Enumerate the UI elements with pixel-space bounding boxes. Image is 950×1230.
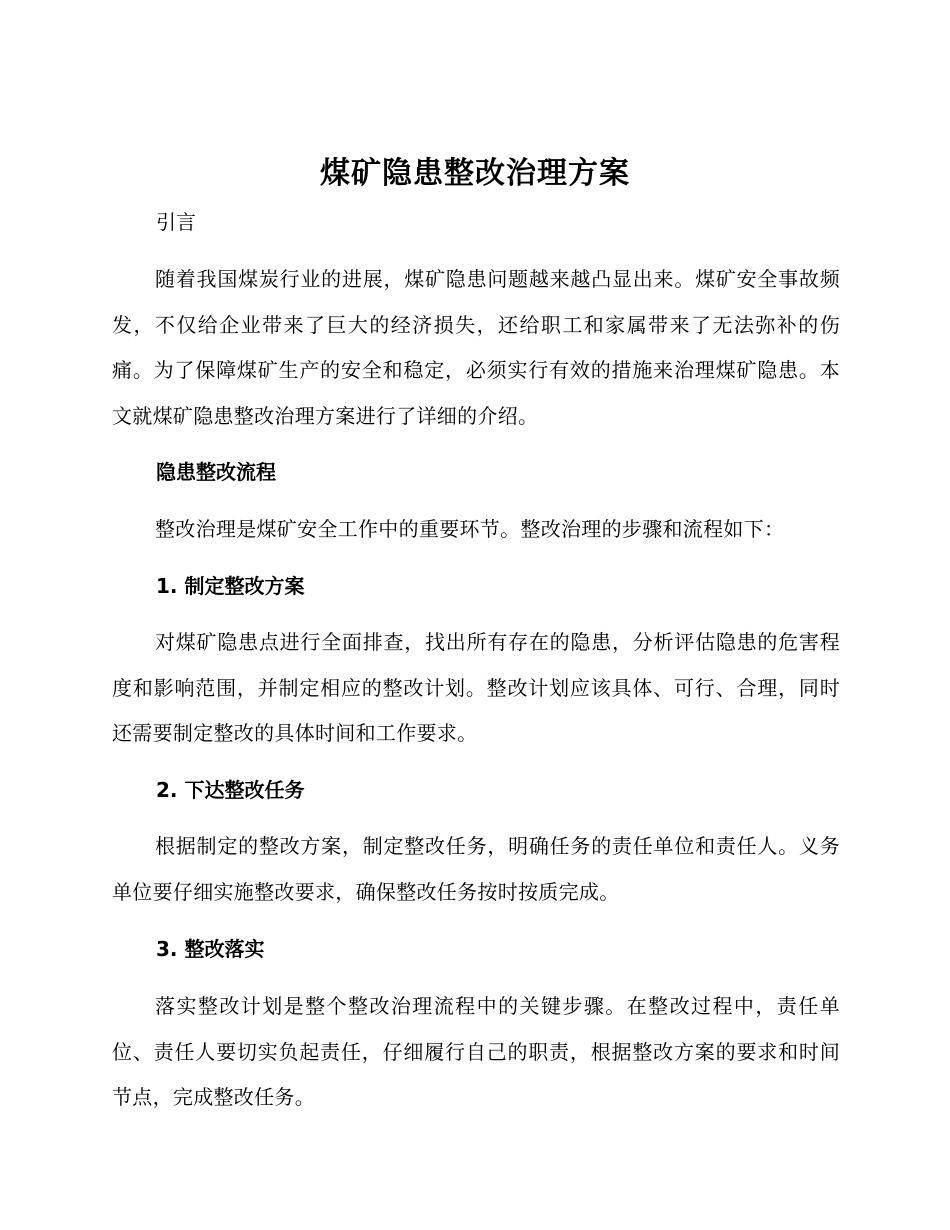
document-title: 煤矿隐患整改治理方案 bbox=[320, 156, 630, 191]
step-2-paragraph: 根据制定的整改方案，制定整改任务，明确任务的责任单位和责任人。义务单位要仔细实施整改要求，确保整改任务按时按质完成。 bbox=[112, 834, 840, 904]
step-3-heading: 3. 整改落实 bbox=[156, 937, 265, 961]
step-1-heading: 1. 制定整改方案 bbox=[156, 574, 305, 598]
process-paragraph: 整改治理是煤矿安全工作中的重要环节。整改治理的步骤和流程如下： bbox=[155, 517, 785, 541]
intro-paragraph: 随着我国煤炭行业的进展，煤矿隐患问题越来越凸显出来。煤矿安全事故频发，不仅给企业带来了巨大的经济损失，还给职工和家属带来了无法弥补的伤痛。为了保障煤矿生产的安全和稳定，必须实行有效的措施来治理煤矿隐患。本文就煤矿隐患整改治理方案进行了详细的介绍。 bbox=[112, 267, 840, 428]
step-3-paragraph: 落实整改计划是整个整改治理流程中的关键步骤。在整改过程中，责任单位、责任人要切实负起责任，仔细履行自己的职责，根据整改方案的要求和时间节点，完成整改任务。 bbox=[112, 994, 840, 1109]
step-2-heading: 2. 下达整改任务 bbox=[156, 778, 305, 802]
intro-heading: 引言 bbox=[156, 210, 196, 234]
step-1-paragraph: 对煤矿隐患点进行全面排查，找出所有存在的隐患，分析评估隐患的危害程度和影响范围，并制定相应的整改计划。整改计划应该具体、可行、合理，同时还需要制定整改的具体时间和工作要求。 bbox=[112, 630, 840, 745]
process-heading: 隐患整改流程 bbox=[156, 460, 276, 484]
